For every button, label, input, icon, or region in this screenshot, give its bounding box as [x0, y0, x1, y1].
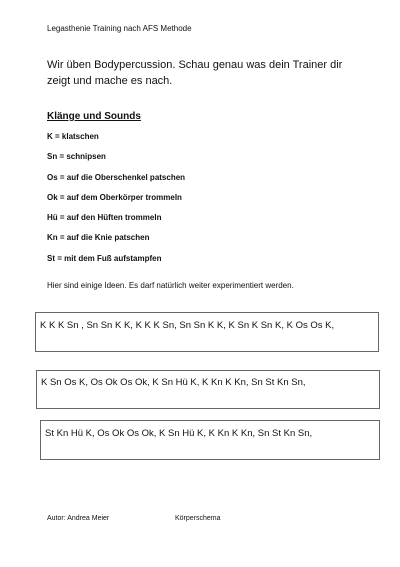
pattern-box-3: St Kn Hü K, Os Ok Os Ok, K Sn Hü K, K Kn K Kn, Sn St Kn Sn,	[40, 420, 380, 460]
pattern-box-1: K K K Sn , Sn Sn K K, K K K Sn, Sn Sn K K, K Sn K Sn K, K Os Os K,	[35, 312, 379, 352]
page-header: Legasthenie Training nach AFS Methode	[47, 24, 192, 33]
legend-item-kn: Kn = auf die Knie patschen	[47, 233, 150, 243]
legend-item-st: St = mit dem Fuß aufstampfen	[47, 253, 162, 263]
section-title: Klänge und Sounds	[47, 111, 141, 122]
footer-author: Autor: Andrea Meier	[47, 515, 110, 522]
footer-topic: Körperschema	[175, 515, 221, 522]
pattern-box-2: K Sn Os K, Os Ok Os Ok, K Sn Hü K, K Kn K Kn, Sn St Kn Sn,	[36, 370, 380, 409]
legend-item-hue: Hü = auf den Hüften trommeln	[47, 213, 162, 223]
sound-legend	[47, 132, 185, 274]
intro-text: Wir üben Bodypercussion. Schau genau was dein Trainer dir zeigt und mache es nach.	[47, 59, 343, 87]
legend-item-ok: Ok = auf dem Oberkörper trommeln	[47, 192, 182, 202]
legend-item-sn: Sn = schnipsen	[47, 152, 106, 162]
ideas-note: Hier sind einige Ideen. Es darf natürlich weiter experimentiert werden.	[47, 281, 294, 290]
legend-item-k: K = klatschen	[47, 132, 99, 141]
legend-item-os: Os = auf die Oberschenkel patschen	[47, 172, 186, 182]
